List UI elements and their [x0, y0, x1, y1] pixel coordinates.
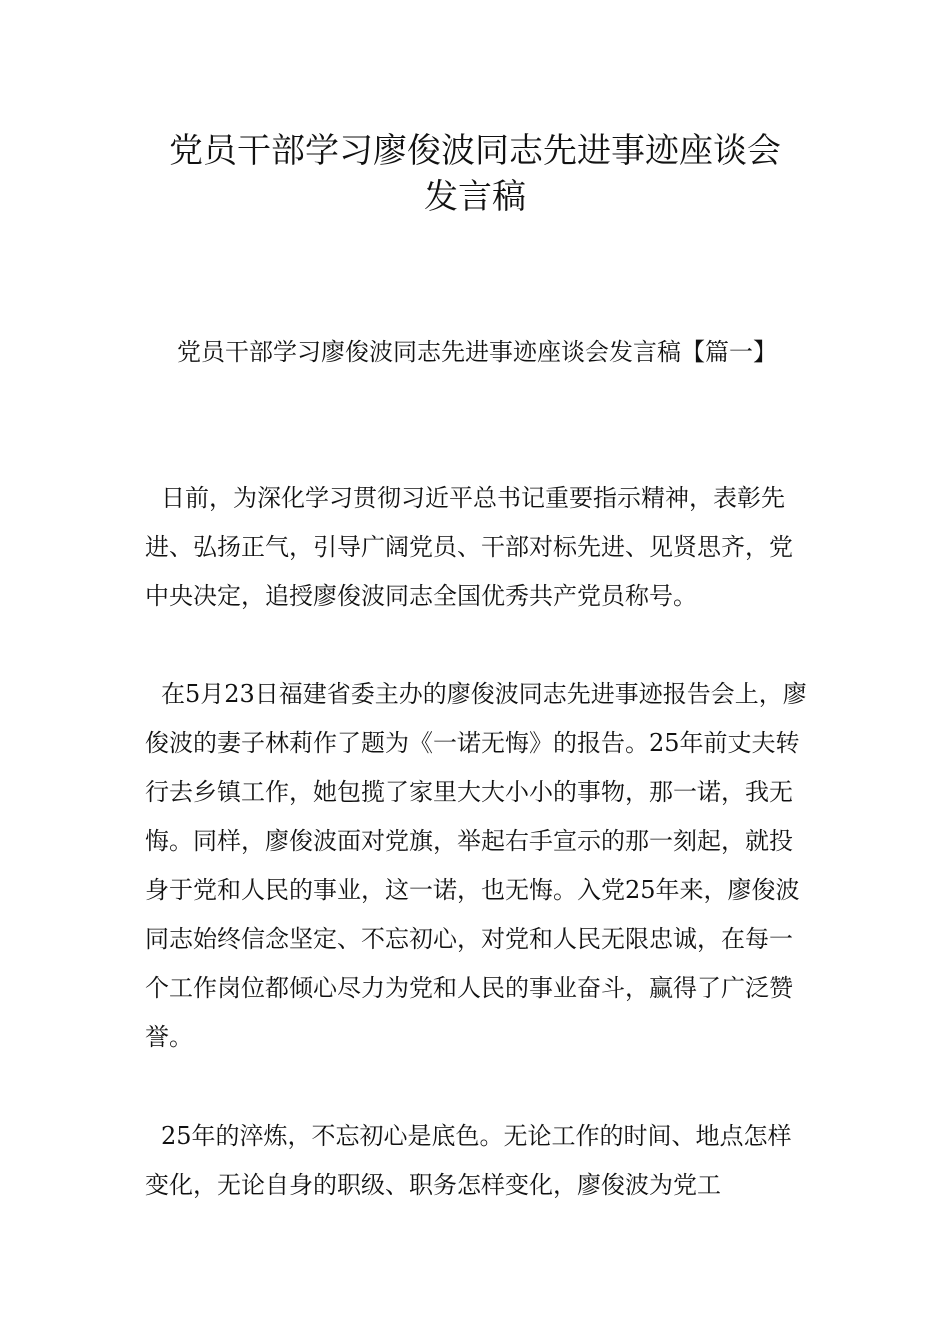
- document-title-line-1: 党员干部学习廖俊波同志先进事迹座谈会: [169, 131, 781, 171]
- paragraph-3: 25年的淬炼，不忘初心是底色。无论工作的时间、地点怎样变化，无论自身的职级、职务怎样变化，廖俊波为党工: [145, 1122, 792, 1199]
- section-heading: 党员干部学习廖俊波同志先进事迹座谈会发言稿【篇一】: [177, 338, 777, 366]
- paragraph-1: 日前，为深化学习贯彻习近平总书记重要指示精神，表彰先进、弘扬正气，引导广阔党员、干部对标先进、见贤思齐，党中央决定，追授廖俊波同志全国优秀共产党员称号。: [145, 484, 793, 610]
- paragraph-2: 在5月23日福建省委主办的廖俊波同志先进事迹报告会上，廖俊波的妻子林莉作了题为《一诺无悔》的报告。25年前丈夫转行去乡镇工作，她包揽了家里大大小小的事物，那一诺，我无悔。同样，廖俊波面对党旗，举起右手宣示的那一刻起，就投身于党和人民的事业，这一诺，也无悔。入党25年来，廖俊波同志始终信念坚定、不忘初心，对党和人民无限忠诚，在每一个工作岗位都倾心尽力为党和人民的事业奋斗，赢得了广泛赞誉。: [145, 680, 807, 1051]
- document-title-line-2: 发言稿: [424, 177, 526, 217]
